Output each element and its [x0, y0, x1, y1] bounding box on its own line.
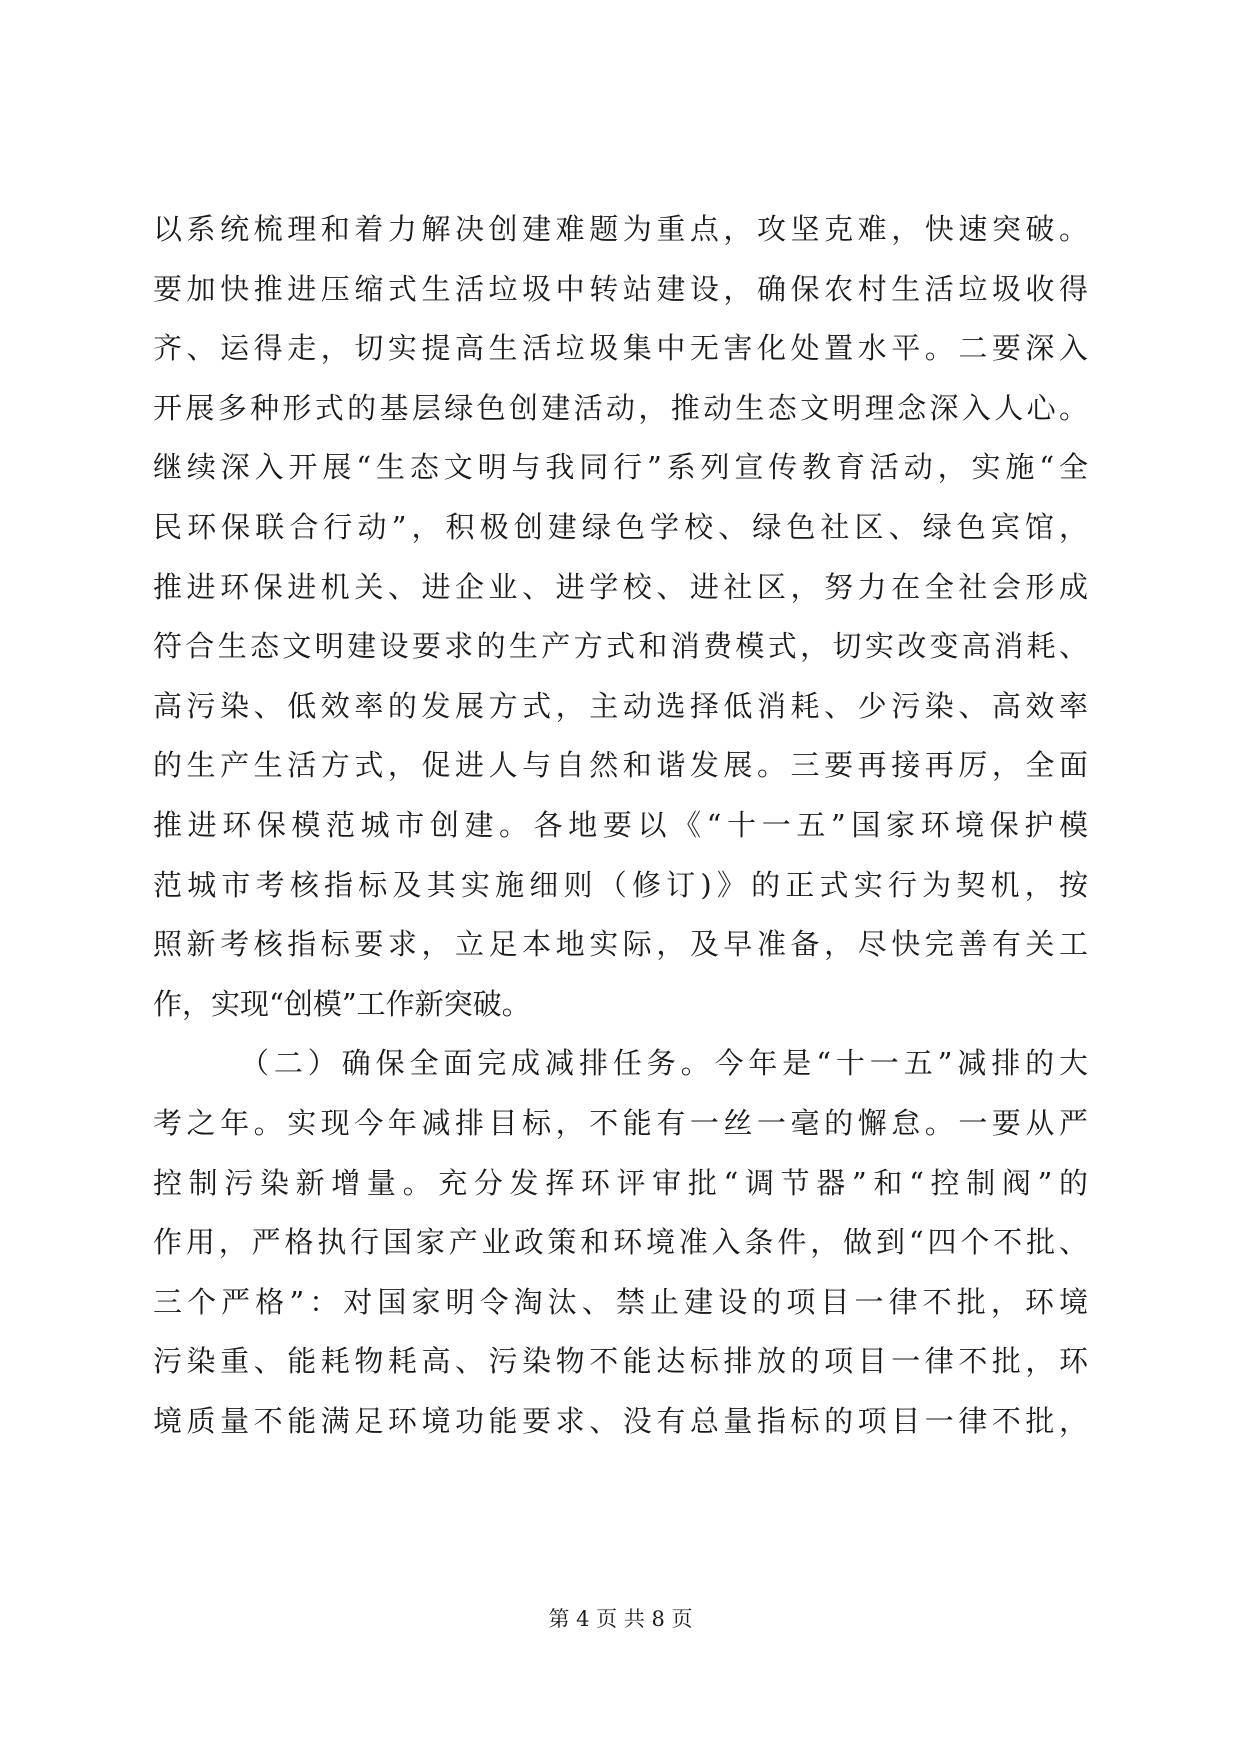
text-line: 照新考核指标要求，立足本地实际，及早准备，尽快完善有关工: [153, 927, 1088, 962]
text-line: 作用，严格执行国家产业政策和环境准入条件，做到“四个不批、: [153, 1225, 1088, 1260]
text-line: 继续深入开展“生态文明与我同行”系列宣传教育活动，实施“全: [153, 450, 1088, 485]
text-line: 考之年。实现今年减排目标，不能有一丝一毫的懈怠。一要从严: [153, 1105, 1088, 1140]
text-line: 齐、运得走，切实提高生活垃圾集中无害化处置水平。二要深入: [153, 331, 1088, 366]
text-line: 民环保联合行动”，积极创建绿色学校、绿色社区、绿色宾馆，: [153, 509, 1088, 544]
text-line: 三个严格”：对国家明令淘汰、禁止建设的项目一律不批，环境: [153, 1284, 1088, 1319]
text-line: 推进环保模范城市创建。各地要以《“十一五”国家环境保护模: [153, 807, 1088, 842]
text-line: 的生产生活方式，促进人与自然和谐发展。三要再接再厉，全面: [153, 748, 1088, 783]
text-line: 污染重、能耗物耗高、污染物不能达标排放的项目一律不批，环: [153, 1344, 1088, 1379]
text-line: 境质量不能满足环境功能要求、没有总量指标的项目一律不批，: [153, 1403, 1088, 1438]
text-line: 范城市考核指标及其实施细则（修订)》的正式实行为契机，按: [153, 867, 1088, 902]
text-line: 以系统梳理和着力解决创建难题为重点，攻坚克难，快速突破。: [153, 212, 1088, 246]
paragraph-last-line: 作，实现“创模”工作新突破。: [153, 986, 531, 1021]
body-text: [153, 200, 1088, 1451]
paragraph-first-line: （二）确保全面完成减排任务。今年是“十一五”减排的大: [240, 1046, 1088, 1081]
text-line: 推进环保进机关、进企业、进学校、进社区，努力在全社会形成: [153, 569, 1088, 604]
text-line: 符合生态文明建设要求的生产方式和消费模式，切实改变高消耗、: [153, 629, 1088, 664]
text-line: 要加快推进压缩式生活垃圾中转站建设，确保农村生活垃圾收得: [153, 271, 1088, 306]
text-line: 开展多种形式的基层绿色创建活动，推动生态文明理念深入人心。: [153, 390, 1088, 425]
page-number-footer: 第 4 页 共 8 页: [548, 1607, 693, 1631]
text-line: 高污染、低效率的发展方式，主动选择低消耗、少污染、高效率: [153, 688, 1088, 723]
text-line: 控制污染新增量。充分发挥环评审批“调节器”和“控制阀”的: [153, 1165, 1088, 1200]
